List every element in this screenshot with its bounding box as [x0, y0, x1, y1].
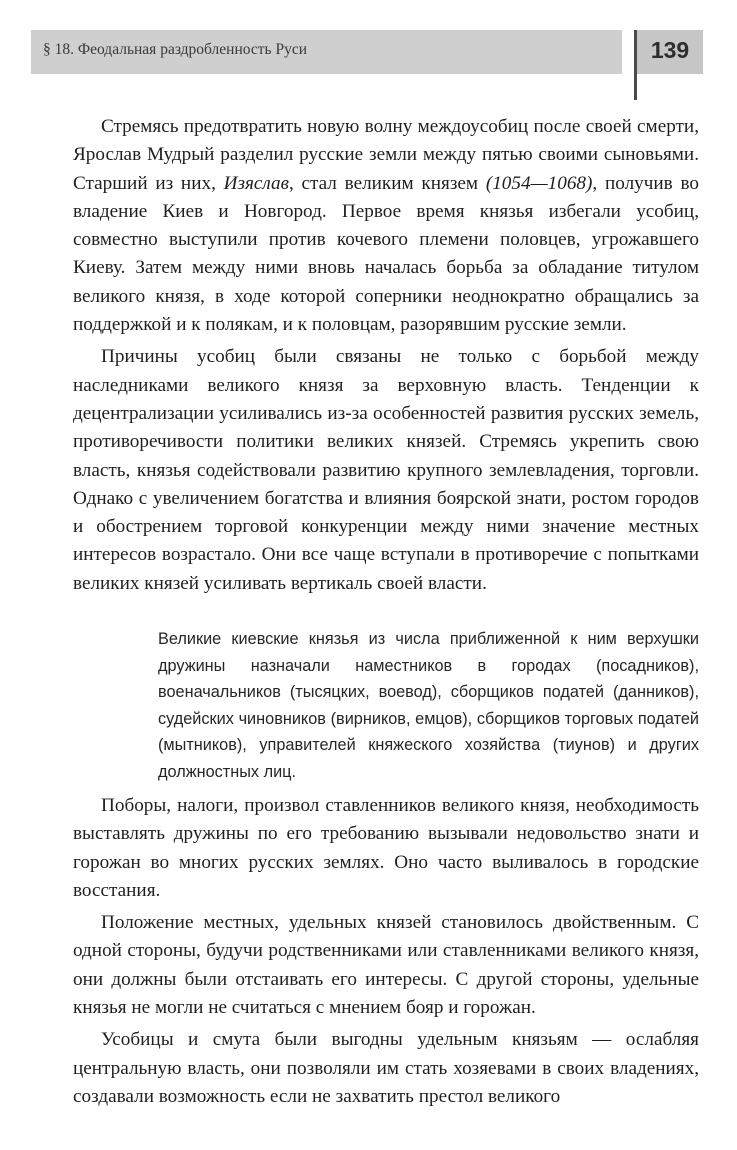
paragraph-1-text-a: Стремясь предотвратить новую волну междоусобиц после своей смерти, Ярослав Мудрый разделил русские земли между пятью своими сыновьями. Старший из них, — [73, 116, 699, 194]
main-text-top — [73, 113, 699, 598]
paragraph-5: Усобицы и смута были выгодны удельным князьям — ослабляя центральную власть, они позволяли им стать хозяевами в своих владениях, создавали возможность если не захватить престол великого — [73, 1029, 699, 1107]
paragraph-4: Положение местных, удельных князей становилось двойственным. С одной стороны, будучи родственниками или ставленниками великого князя, они должны были отстаивать его интересы. С другой стороны, удельные князья не могли не считаться с мнением бояр и горожан. — [73, 912, 699, 1019]
main-text-bottom — [73, 792, 699, 1111]
paragraph-2: Причины усобиц были связаны не только с борьбой между наследниками великого князя за верховную власть. Тенденции к децентрализации усиливались из-за особенностей развития русских земель, противоречивости политики великих князей. Стремясь укрепить свою власть, князья содействовали развитию крупного землевладения, торговли. Однако с увеличением богатства и влияния боярской знати, ростом городов и обострением торговой конкуренции между ними значение местных интересов возрастало. Они все чаще вступали в противоречие с попытками великих князей усиливать вертикаль своей власти. — [73, 346, 699, 594]
header-divider — [634, 74, 637, 100]
page-number: 139 — [650, 37, 690, 63]
page-number-box — [634, 30, 703, 74]
sidebar-note: Великие киевские князья из числа приближенной к ним верхушки дружины назначали наместников в городах (посадников), военачальников (тысяцких, воевод), сборщиков податей (данников), судейских чиновников (вирников, емцов), сборщиков торговых податей (мытников), управителей княжеского хозяйства (тиунов) и других должностных лиц. — [158, 630, 699, 781]
paragraph-1-years: (1054—1068) — [485, 172, 593, 194]
section-title: § 18. Феодальная раздробленность Руси — [43, 41, 308, 58]
paragraph-3: Поборы, налоги, произвол ставленников великого князя, необходимость выставлять дружины по его требованию вызывали недовольство знати и горожан во многих русских землях. Оно часто выливалось в городские восстания. — [73, 795, 699, 901]
paragraph-1 — [73, 113, 699, 339]
paragraph-1-name: Изяслав — [223, 172, 289, 194]
paragraph-1-text-c: , получив во владение Киев и Новгород. Первое время князья избегали усобиц, совместно выступили против кочевого племени половцев, угрожавшего Киеву. Затем между ними вновь началась борьба за обладание титулом великого князя, в ходе которой соперники неоднократно обращались за поддержкой и к полякам, и к половцам, разорявшим русские земли. — [73, 172, 699, 336]
paragraph-1-text-b: , стал великим князем — [288, 172, 486, 194]
running-header — [31, 30, 622, 74]
